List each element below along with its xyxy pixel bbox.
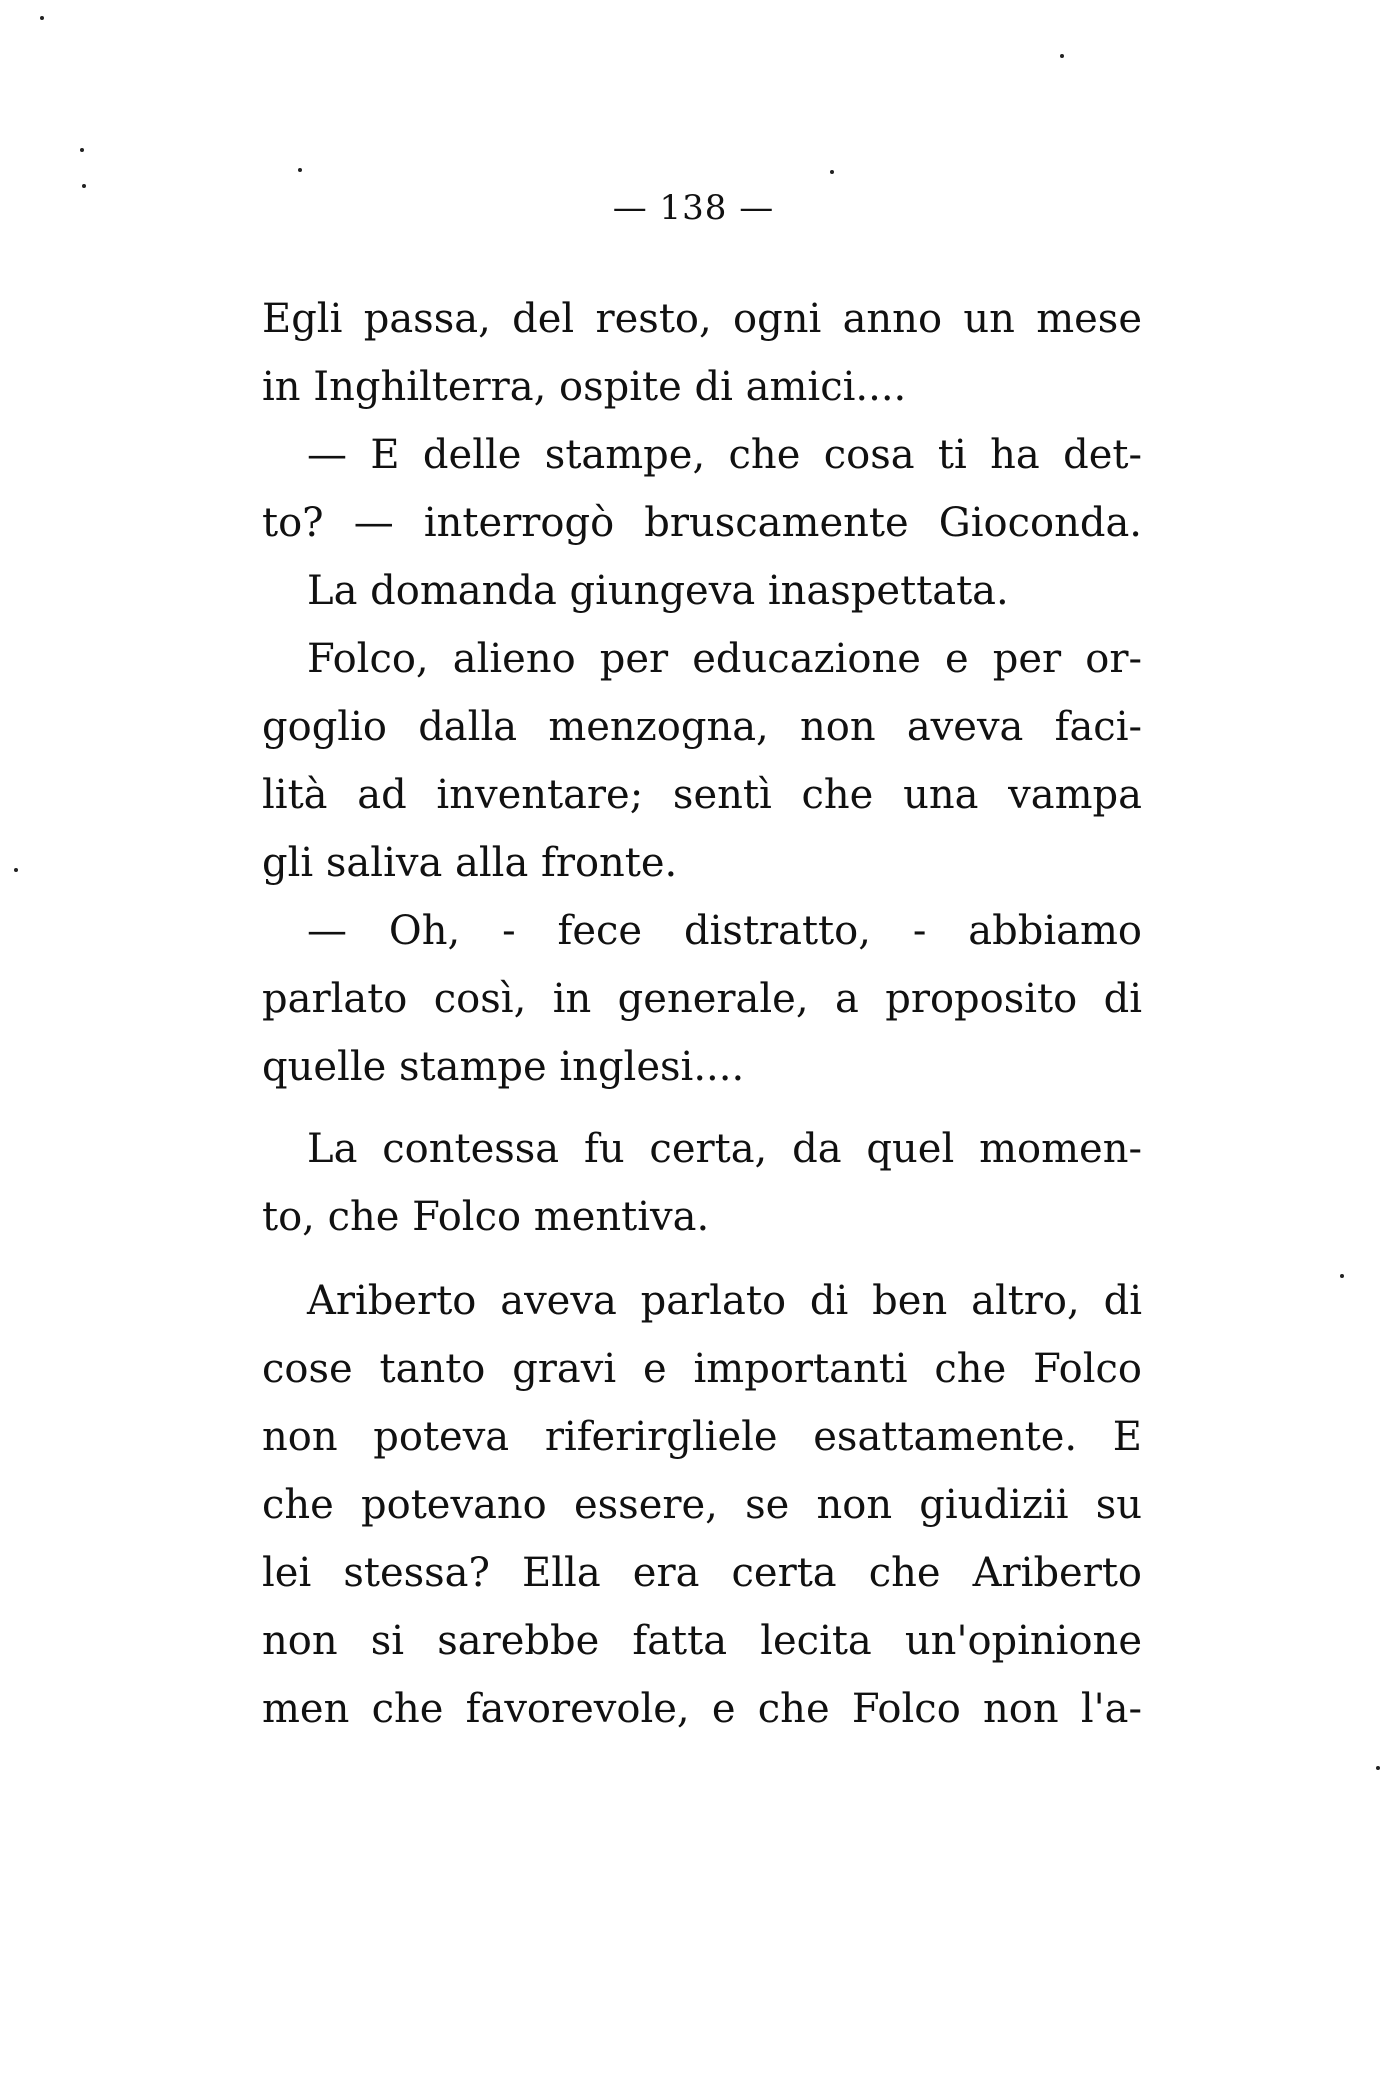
text-line: to? — interrogò bruscamente Gioconda. xyxy=(262,500,1142,546)
scan-speck xyxy=(14,868,18,872)
scan-speck xyxy=(40,16,44,20)
text-line: che potevano essere, se non giudizii su xyxy=(262,1482,1142,1528)
text-line: cose tanto gravi e importanti che Folco xyxy=(262,1346,1142,1392)
text-line: quelle stampe inglesi.... xyxy=(262,1044,745,1090)
text-line: non si sarebbe fatta lecita un'opinione xyxy=(262,1618,1142,1664)
scan-speck xyxy=(80,148,84,152)
text-line: La domanda giungeva inaspettata. xyxy=(307,568,1009,614)
scan-speck xyxy=(298,168,302,172)
scan-speck xyxy=(1340,1274,1344,1278)
scan-speck xyxy=(1376,1766,1380,1770)
text-line: to, che Folco mentiva. xyxy=(262,1194,710,1240)
text-line: — Oh, - fece distratto, - abbiamo xyxy=(307,908,1142,954)
scan-speck xyxy=(830,170,834,174)
text-line: goglio dalla menzogna, non aveva faci- xyxy=(262,704,1142,750)
text-line: lità ad inventare; sentì che una vampa xyxy=(262,772,1142,818)
text-line: in Inghilterra, ospite di amici.... xyxy=(262,364,907,410)
text-line: Egli passa, del resto, ogni anno un mese xyxy=(262,296,1142,342)
scan-speck xyxy=(82,184,86,188)
text-line: parlato così, in generale, a proposito di xyxy=(262,976,1142,1022)
page-number: — 138 — xyxy=(612,188,775,228)
text-line: gli saliva alla fronte. xyxy=(262,840,678,886)
text-line: La contessa fu certa, da quel momen- xyxy=(307,1126,1142,1172)
scan-speck xyxy=(1060,54,1064,58)
text-line: Ariberto aveva parlato di ben altro, di xyxy=(307,1278,1142,1324)
text-line: — E delle stampe, che cosa ti ha det- xyxy=(307,432,1142,478)
text-line: Folco, alieno per educazione e per or- xyxy=(307,636,1142,682)
text-line: men che favorevole, e che Folco non l'a- xyxy=(262,1686,1142,1732)
text-line: non poteva riferirgliele esattamente. E xyxy=(262,1414,1142,1460)
text-line: lei stessa? Ella era certa che Ariberto xyxy=(262,1550,1142,1596)
